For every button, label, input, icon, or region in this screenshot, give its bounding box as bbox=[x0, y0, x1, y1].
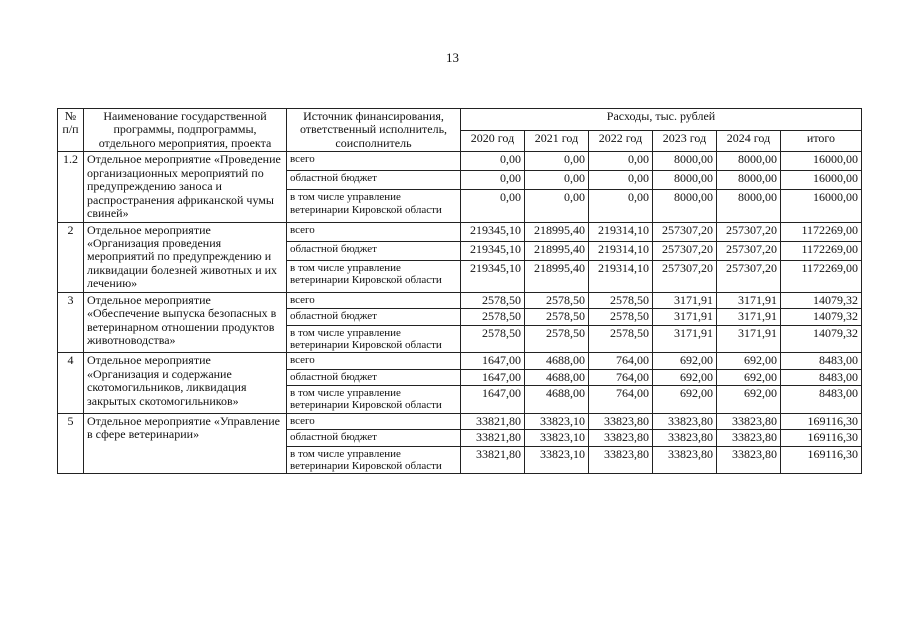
year-value: 8000,00 bbox=[653, 152, 717, 171]
year-value: 0,00 bbox=[461, 190, 525, 222]
total-value: 16000,00 bbox=[781, 171, 862, 190]
year-value: 218995,40 bbox=[525, 222, 589, 241]
row-number: 3 bbox=[58, 292, 84, 353]
year-value: 692,00 bbox=[653, 369, 717, 385]
header-num: № п/п bbox=[58, 109, 84, 152]
year-value: 33823,80 bbox=[717, 413, 781, 429]
year-value: 1647,00 bbox=[461, 386, 525, 414]
total-value: 169116,30 bbox=[781, 446, 862, 474]
header-year: 2024 год bbox=[717, 130, 781, 152]
year-value: 2578,50 bbox=[525, 292, 589, 308]
year-value: 764,00 bbox=[589, 353, 653, 369]
year-value: 692,00 bbox=[717, 386, 781, 414]
row-number: 4 bbox=[58, 353, 84, 414]
year-value: 33823,80 bbox=[589, 413, 653, 429]
funding-source: областной бюджет bbox=[287, 369, 461, 385]
funding-source: всего bbox=[287, 353, 461, 369]
total-value: 1172269,00 bbox=[781, 222, 862, 241]
year-value: 2578,50 bbox=[589, 325, 653, 353]
year-value: 692,00 bbox=[653, 353, 717, 369]
year-value: 257307,20 bbox=[653, 241, 717, 260]
year-value: 764,00 bbox=[589, 386, 653, 414]
year-value: 219345,10 bbox=[461, 260, 525, 292]
funding-source: в том числе управление ветеринарии Кировской области bbox=[287, 446, 461, 474]
funding-source: всего bbox=[287, 222, 461, 241]
year-value: 3171,91 bbox=[717, 292, 781, 308]
total-value: 8483,00 bbox=[781, 369, 862, 385]
year-value: 257307,20 bbox=[653, 222, 717, 241]
year-value: 33823,80 bbox=[717, 430, 781, 446]
year-value: 33823,80 bbox=[653, 446, 717, 474]
header-name: Наименование государственной программы, подпрограммы, отдельного мероприятия, проекта bbox=[84, 109, 287, 152]
row-number: 5 bbox=[58, 413, 84, 474]
year-value: 33823,80 bbox=[653, 430, 717, 446]
total-value: 14079,32 bbox=[781, 309, 862, 325]
year-value: 33821,80 bbox=[461, 430, 525, 446]
total-value: 16000,00 bbox=[781, 152, 862, 171]
year-value: 0,00 bbox=[589, 171, 653, 190]
table-row bbox=[58, 292, 862, 308]
total-value: 169116,30 bbox=[781, 430, 862, 446]
year-value: 0,00 bbox=[589, 190, 653, 222]
year-value: 8000,00 bbox=[653, 171, 717, 190]
year-value: 4688,00 bbox=[525, 369, 589, 385]
table-row bbox=[58, 152, 862, 171]
year-value: 33823,80 bbox=[589, 446, 653, 474]
year-value: 2578,50 bbox=[589, 309, 653, 325]
year-value: 692,00 bbox=[717, 369, 781, 385]
year-value: 1647,00 bbox=[461, 353, 525, 369]
year-value: 3171,91 bbox=[717, 309, 781, 325]
year-value: 2578,50 bbox=[461, 325, 525, 353]
total-value: 14079,32 bbox=[781, 325, 862, 353]
activity-name: Отдельное мероприятие «Организация и содержание скотомогильников, ликвидация закрытых скотомогильников» bbox=[84, 353, 287, 414]
row-number: 1.2 bbox=[58, 152, 84, 222]
funding-source: всего bbox=[287, 152, 461, 171]
year-value: 0,00 bbox=[525, 171, 589, 190]
header-total: итого bbox=[781, 130, 862, 152]
year-value: 3171,91 bbox=[653, 309, 717, 325]
year-value: 33823,80 bbox=[653, 413, 717, 429]
year-value: 218995,40 bbox=[525, 260, 589, 292]
year-value: 3171,91 bbox=[653, 325, 717, 353]
activity-name: Отдельное мероприятие «Проведение организационных мероприятий по предупреждению заноса и распространения африканской чумы свиней» bbox=[84, 152, 287, 222]
funding-source: всего bbox=[287, 413, 461, 429]
funding-source: областной бюджет bbox=[287, 309, 461, 325]
year-value: 0,00 bbox=[461, 171, 525, 190]
header-source: Источник финансирования, ответственный исполнитель, соисполнитель bbox=[287, 109, 461, 152]
total-value: 8483,00 bbox=[781, 353, 862, 369]
header-year: 2020 год bbox=[461, 130, 525, 152]
year-value: 33823,10 bbox=[525, 446, 589, 474]
year-value: 2578,50 bbox=[589, 292, 653, 308]
funding-source: в том числе управление ветеринарии Кировской области bbox=[287, 190, 461, 222]
year-value: 0,00 bbox=[525, 152, 589, 171]
header-year: 2022 год bbox=[589, 130, 653, 152]
total-value: 1172269,00 bbox=[781, 260, 862, 292]
header-expenses: Расходы, тыс. рублей bbox=[461, 109, 862, 131]
funding-source: в том числе управление ветеринарии Кировской области bbox=[287, 386, 461, 414]
table-row bbox=[58, 353, 862, 369]
year-value: 2578,50 bbox=[461, 309, 525, 325]
year-value: 33823,10 bbox=[525, 413, 589, 429]
year-value: 8000,00 bbox=[653, 190, 717, 222]
year-value: 764,00 bbox=[589, 369, 653, 385]
year-value: 33823,80 bbox=[717, 446, 781, 474]
year-value: 3171,91 bbox=[717, 325, 781, 353]
table-row bbox=[58, 222, 862, 241]
table-body bbox=[58, 152, 862, 474]
year-value: 3171,91 bbox=[653, 292, 717, 308]
year-value: 0,00 bbox=[589, 152, 653, 171]
year-value: 1647,00 bbox=[461, 369, 525, 385]
funding-source: областной бюджет bbox=[287, 430, 461, 446]
activity-name: Отдельное мероприятие «Управление в сфере ветеринарии» bbox=[84, 413, 287, 474]
year-value: 33821,80 bbox=[461, 446, 525, 474]
year-value: 4688,00 bbox=[525, 386, 589, 414]
year-value: 0,00 bbox=[525, 190, 589, 222]
year-value: 2578,50 bbox=[525, 309, 589, 325]
header-year: 2021 год bbox=[525, 130, 589, 152]
table-row bbox=[58, 413, 862, 429]
year-value: 8000,00 bbox=[717, 171, 781, 190]
funding-source: областной бюджет bbox=[287, 171, 461, 190]
year-value: 33823,10 bbox=[525, 430, 589, 446]
total-value: 14079,32 bbox=[781, 292, 862, 308]
year-value: 218995,40 bbox=[525, 241, 589, 260]
page-number: 13 bbox=[446, 50, 459, 65]
year-value: 4688,00 bbox=[525, 353, 589, 369]
funding-source: областной бюджет bbox=[287, 241, 461, 260]
year-value: 2578,50 bbox=[461, 292, 525, 308]
total-value: 8483,00 bbox=[781, 386, 862, 414]
year-value: 692,00 bbox=[717, 353, 781, 369]
year-value: 219314,10 bbox=[589, 222, 653, 241]
year-value: 257307,20 bbox=[717, 222, 781, 241]
year-value: 219345,10 bbox=[461, 222, 525, 241]
total-value: 169116,30 bbox=[781, 413, 862, 429]
year-value: 257307,20 bbox=[717, 260, 781, 292]
year-value: 0,00 bbox=[461, 152, 525, 171]
year-value: 33823,80 bbox=[589, 430, 653, 446]
total-value: 1172269,00 bbox=[781, 241, 862, 260]
funding-source: в том числе управление ветеринарии Кировской области bbox=[287, 260, 461, 292]
activity-name: Отдельное мероприятие «Обеспечение выпуска безопасных в ветеринарном отношении продуктов животноводства» bbox=[84, 292, 287, 353]
header-year: 2023 год bbox=[653, 130, 717, 152]
year-value: 219345,10 bbox=[461, 241, 525, 260]
year-value: 33821,80 bbox=[461, 413, 525, 429]
total-value: 16000,00 bbox=[781, 190, 862, 222]
year-value: 692,00 bbox=[653, 386, 717, 414]
funding-source: всего bbox=[287, 292, 461, 308]
year-value: 219314,10 bbox=[589, 260, 653, 292]
year-value: 257307,20 bbox=[717, 241, 781, 260]
year-value: 8000,00 bbox=[717, 152, 781, 171]
activity-name: Отдельное мероприятие «Организация проведения мероприятий по предупреждению и ликвидации болезней животных и их лечению» bbox=[84, 222, 287, 292]
row-number: 2 bbox=[58, 222, 84, 292]
year-value: 219314,10 bbox=[589, 241, 653, 260]
year-value: 8000,00 bbox=[717, 190, 781, 222]
funding-source: в том числе управление ветеринарии Кировской области bbox=[287, 325, 461, 353]
table-header bbox=[58, 109, 862, 152]
year-value: 257307,20 bbox=[653, 260, 717, 292]
year-value: 2578,50 bbox=[525, 325, 589, 353]
budget-table bbox=[57, 108, 862, 474]
